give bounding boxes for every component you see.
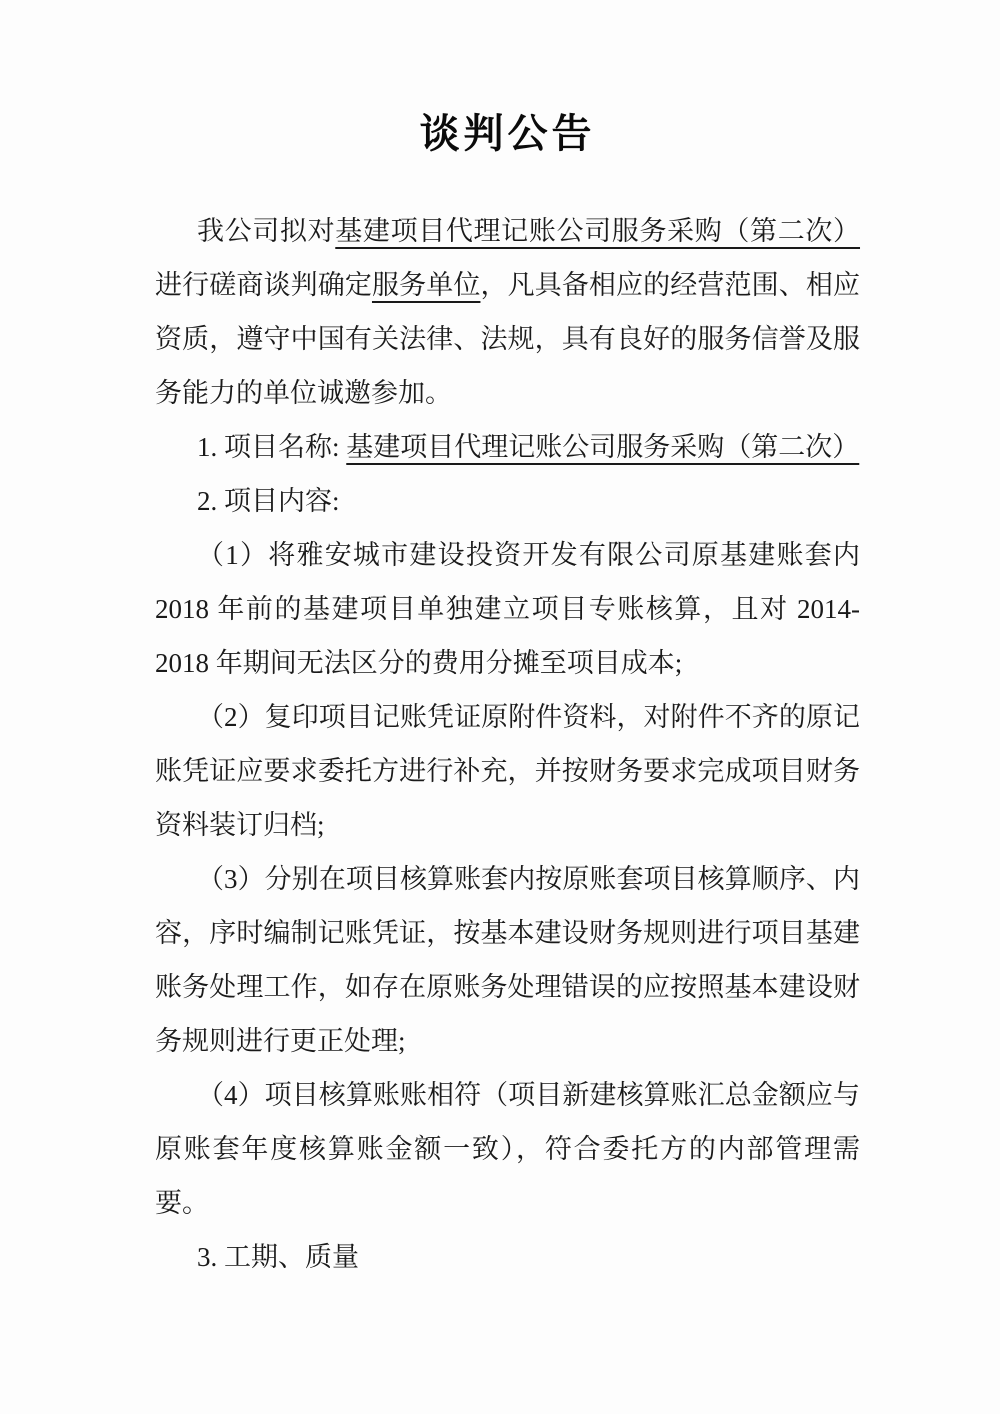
paragraph-intro [155, 204, 860, 420]
paragraph-content-sub-1 [155, 528, 860, 690]
item-3-label: 3. 工期、质量 [197, 1242, 359, 1272]
underlined-procurement-name: 基建项目代理记账公司服务采购（第二次） [335, 216, 861, 246]
sub-item-2-text: （2）复印项目记账凭证原附件资料，对附件不齐的原记账凭证应要求委托方进行补充，并按财务要求完成项目财务资料装订归档; [155, 702, 860, 840]
paragraph-item-3-schedule-quality [155, 1230, 860, 1284]
text-run: ，凡具备相应的经营范围、相应资质，遵守中国有关法律、法规，具有良好的服务信誉及服务能力的单位诚邀参加。 [155, 270, 861, 408]
paragraph-item-2-project-content [155, 474, 860, 528]
item-2-label: 2. 项目内容: [197, 486, 340, 516]
sub-item-1-text: （1）将雅安城市建设投资开发有限公司原基建账套内 2018 年前的基建项目单独建立项目专账核算，且对 2014-2018 年期间无法区分的费用分摊至项目成本; [155, 540, 860, 678]
paragraph-content-sub-4 [155, 1068, 860, 1230]
paragraph-content-sub-2 [155, 690, 860, 852]
underlined-service-unit: 服务单位 [371, 270, 481, 300]
paragraph-content-sub-3 [155, 852, 860, 1068]
paragraph-item-1-project-name [155, 420, 860, 474]
text-run: 我公司拟对 [197, 216, 336, 246]
document-title: 谈判公告 [419, 111, 596, 157]
sub-item-3-text: （3）分别在项目核算账套内按原账套项目核算顺序、内容，序时编制记账凭证，按基本建设财务规则进行项目基建账务处理工作，如存在原账务处理错误的应按照基本建设财务规则进行更正处理; [155, 864, 860, 1056]
item-1-label: 1. 项目名称: [197, 432, 347, 462]
sub-item-4-text: （4）项目核算账账相符（项目新建核算账汇总金额应与原账套年度核算账金额一致），符合委托方的内部管理需要。 [155, 1080, 860, 1218]
document-body [155, 204, 860, 1284]
underlined-project-name: 基建项目代理记账公司服务采购（第二次） [346, 432, 860, 462]
text-run: 进行磋商谈判确定 [155, 270, 372, 300]
